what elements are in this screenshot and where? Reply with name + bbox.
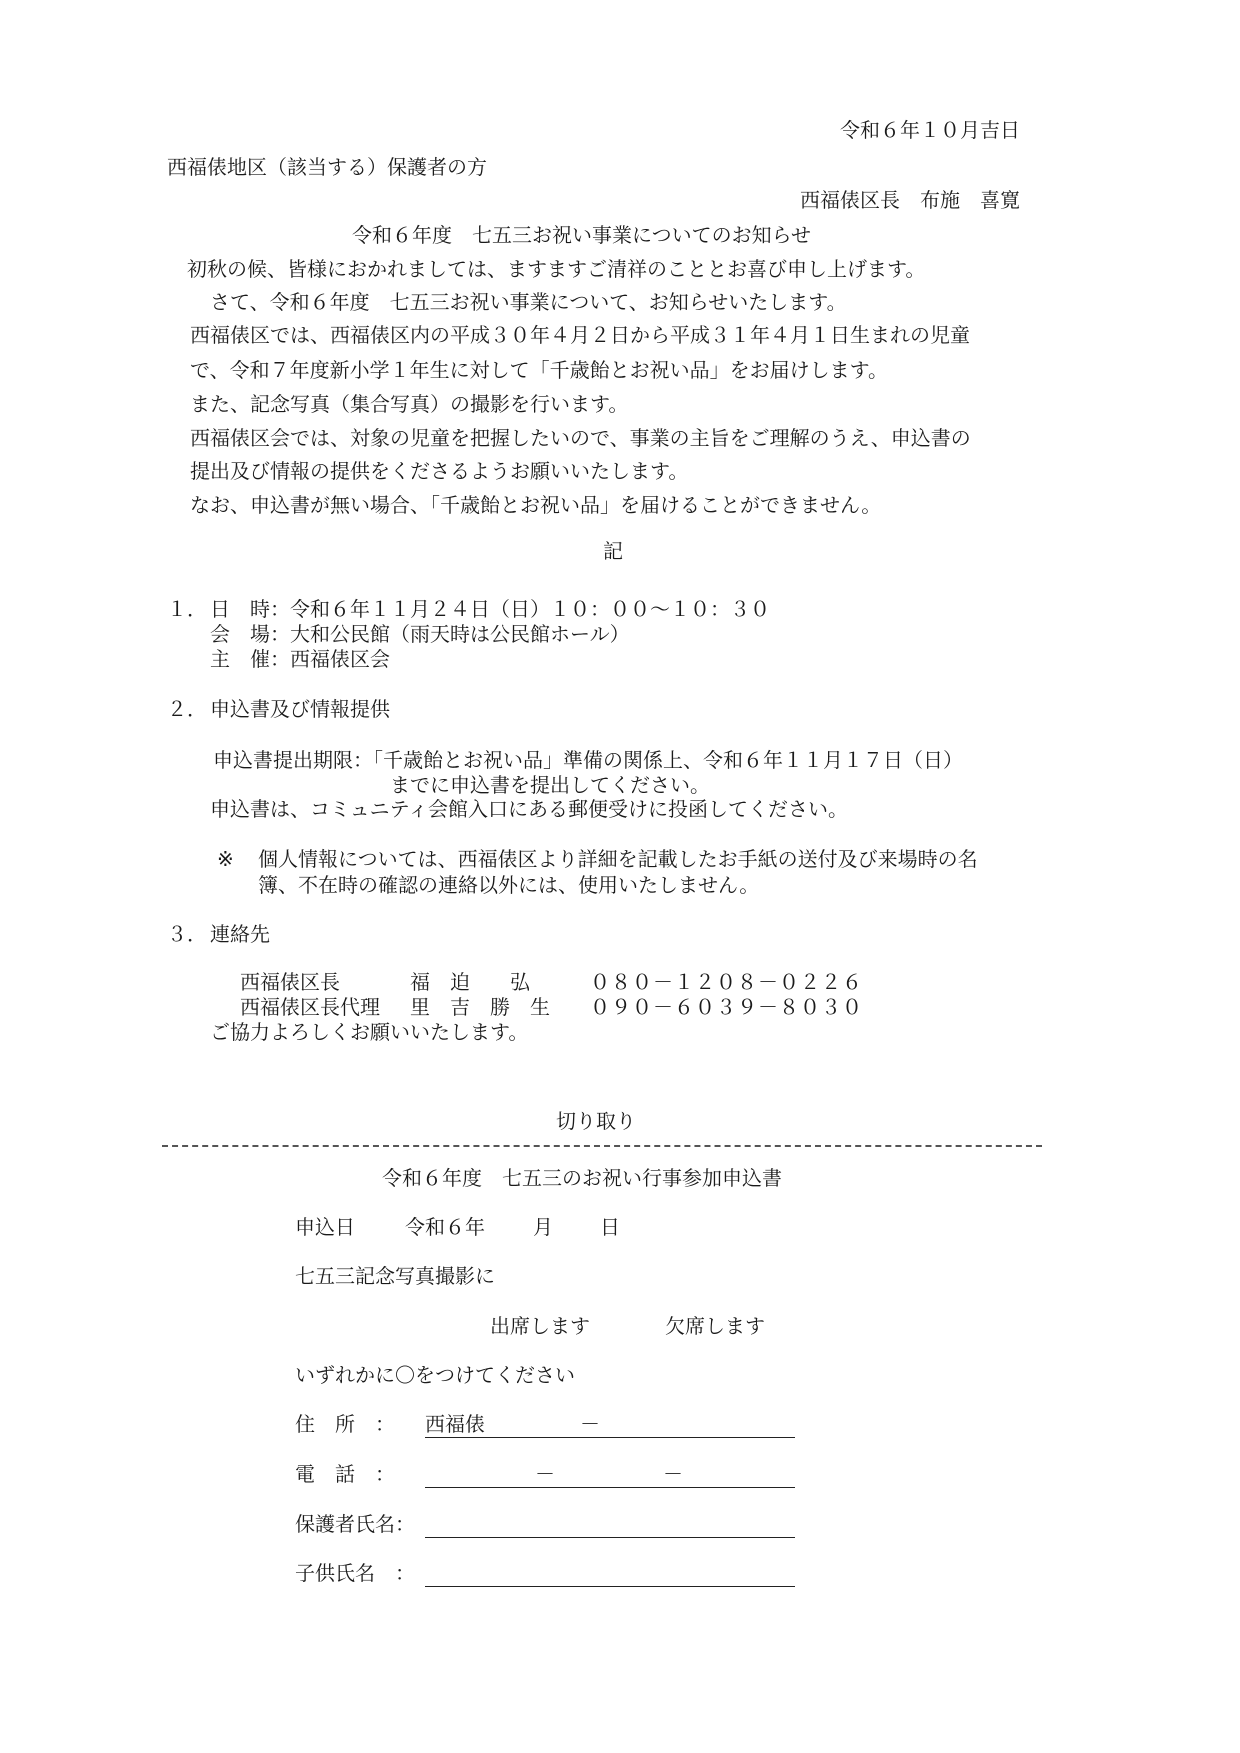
application-date-era: 令和６年	[405, 1215, 485, 1239]
note-mark: ※	[217, 847, 234, 871]
form-title: 令和６年度 七五三のお祝い行事参加申込書	[382, 1166, 782, 1190]
phone-dash: －	[535, 1462, 555, 1486]
section-1-number: １．	[167, 597, 207, 621]
contact-phone: ０８０－１２０８－０２２６	[590, 970, 863, 994]
contact-role: 西福俵区長代理	[240, 995, 380, 1019]
contact-role: 西福俵区長	[240, 970, 340, 994]
issue-date: 令和６年１０月吉日	[840, 118, 1020, 142]
guardian-name-field[interactable]	[425, 1537, 795, 1538]
body-line: 西福俵区会では、対象の児童を把握したいので、事業の主旨をご理解のうえ、申込書の	[190, 426, 971, 450]
body-line: また、記念写真（集合写真）の撮影を行います。	[190, 392, 629, 416]
contact-name: 福 迫 弘	[410, 970, 530, 994]
privacy-note-1: 個人情報については、西福俵区より詳細を記載したお手紙の送付及び来場時の名	[258, 847, 978, 871]
recipient: 西福俵地区（該当する）保護者の方	[167, 155, 487, 179]
address-prefill: 西福俵	[425, 1412, 485, 1436]
submit-instruction: 申込書は、コミュニティ会館入口にある郵便受けに投函してください。	[210, 797, 848, 821]
application-date-day: 日	[600, 1215, 620, 1239]
ki-heading: 記	[603, 539, 623, 563]
contact-name: 里 吉 勝 生	[410, 995, 550, 1019]
address-field[interactable]	[425, 1437, 795, 1438]
section-3-heading: 連絡先	[210, 922, 270, 946]
circle-instruction: いずれかに〇をつけてください	[295, 1363, 575, 1387]
event-venue: 会 場：大和公民館（雨天時は公民館ホール）	[210, 622, 630, 646]
phone-field[interactable]	[425, 1487, 795, 1488]
notice-title: 令和６年度 七五三お祝い事業についてのお知らせ	[352, 223, 811, 247]
deadline-line-1: 申込書提出期限：「千歳飴とお祝い品」準備の関係上、令和６年１１月１７日（日）	[213, 748, 963, 772]
child-name-field[interactable]	[425, 1586, 795, 1587]
section-2-heading: 申込書及び情報提供	[210, 697, 390, 721]
cut-label: 切り取り	[556, 1109, 636, 1133]
address-label: 住 所 ：	[295, 1412, 395, 1436]
body-line: で、令和７年度新小学１年生に対して「千歳飴とお祝い品」をお届けします。	[190, 358, 888, 382]
cut-dashed-line	[162, 1145, 1042, 1147]
privacy-note-2: 簿、不在時の確認の連絡以外には、使用いたしません。	[258, 873, 760, 897]
body-line: 提出及び情報の提供をくださるようお願いいたします。	[190, 459, 689, 483]
photo-prompt: 七五三記念写真撮影に	[295, 1264, 495, 1288]
address-dash: －	[580, 1412, 600, 1436]
closing-line: ご協力よろしくお願いいたします。	[210, 1020, 529, 1044]
body-line: さて、令和６年度 七五三お祝い事業について、お知らせいたします。	[210, 290, 847, 314]
body-line: 西福俵区では、西福俵区内の平成３０年４月２日から平成３１年４月１日生まれの児童	[190, 323, 970, 347]
application-date-month: 月	[533, 1215, 553, 1239]
absent-option[interactable]: 欠席します	[665, 1314, 765, 1338]
body-line: なお、申込書が無い場合、「千歳飴とお祝い品」を届けることができません。	[190, 493, 882, 517]
event-datetime: 日 時：令和６年１１月２４日（日）１０：００～１０：３０	[210, 597, 770, 621]
section-2-number: ２．	[167, 697, 207, 721]
body-line: 初秋の候、皆様におかれましては、ますますご清祥のこととお喜び申し上げます。	[187, 257, 926, 281]
child-label: 子供氏名 ：	[295, 1561, 415, 1585]
application-date-label: 申込日	[295, 1215, 355, 1239]
section-3-number: ３．	[167, 922, 207, 946]
phone-dash: －	[663, 1462, 683, 1486]
phone-label: 電 話 ：	[295, 1462, 395, 1486]
sender: 西福俵区長 布施 喜寛	[800, 188, 1020, 212]
guardian-label: 保護者氏名：	[295, 1512, 415, 1536]
deadline-line-2: までに申込書を提出してください。	[390, 773, 710, 797]
contact-phone: ０９０－６０３９－８０３０	[590, 995, 863, 1019]
attend-option[interactable]: 出席します	[490, 1314, 590, 1338]
event-organizer: 主 催：西福俵区会	[210, 647, 390, 671]
